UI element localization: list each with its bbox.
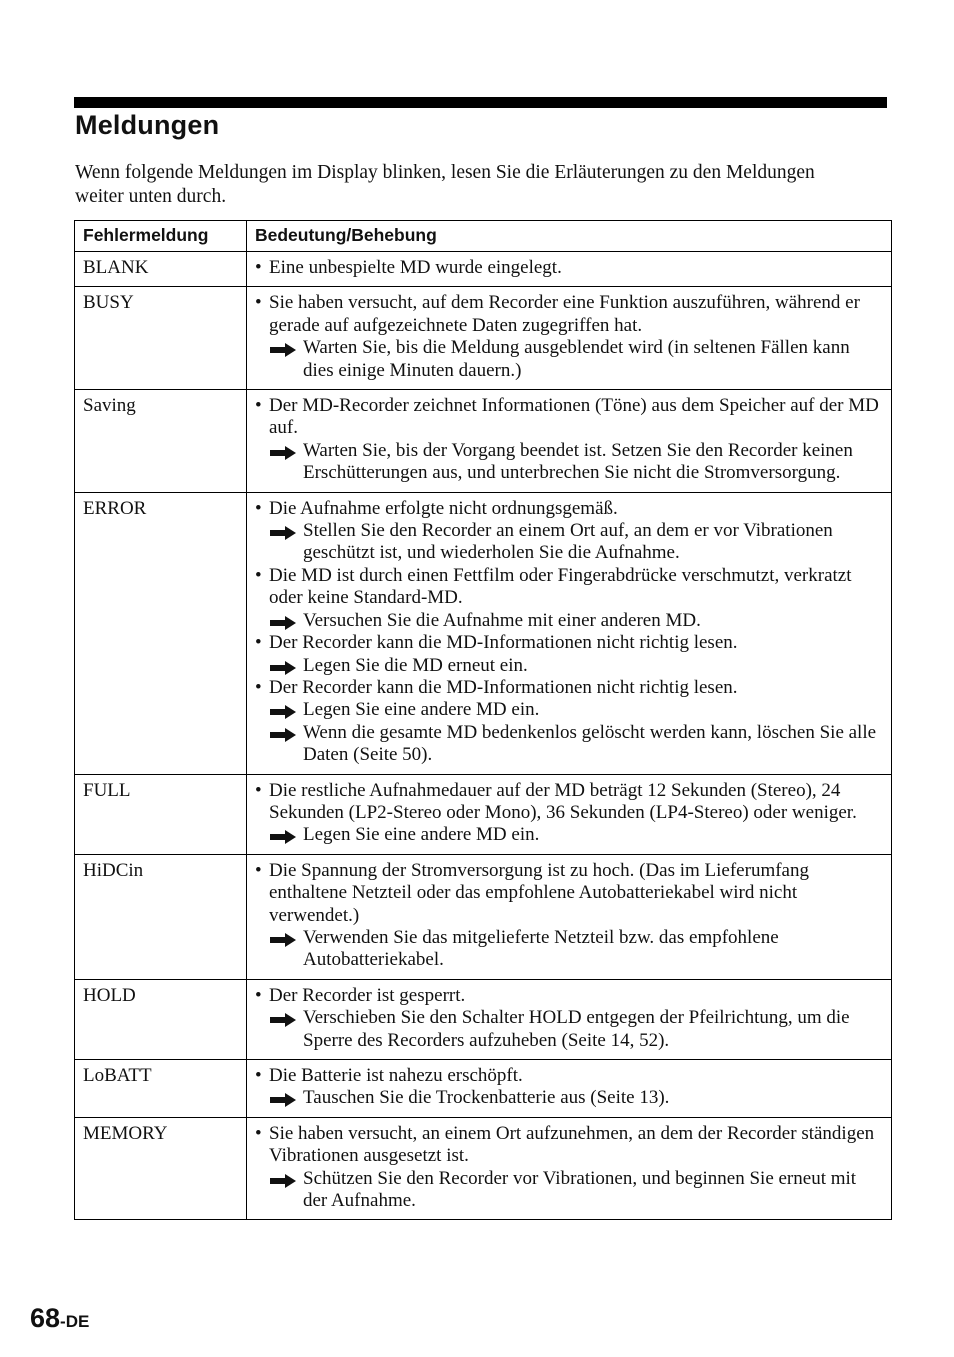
table-header-row xyxy=(75,221,892,252)
table-row xyxy=(75,854,892,979)
bullet-item xyxy=(255,677,883,699)
intro-paragraph: Wenn folgende Meldungen im Display blinken, lesen Sie die Erläuterungen zu den Meldungen weiter unten durch. xyxy=(75,162,815,207)
table-row xyxy=(75,774,892,854)
action-item xyxy=(255,927,883,972)
error-code: HiDCin xyxy=(75,854,247,979)
page-suffix: -DE xyxy=(60,1312,90,1331)
table-row xyxy=(75,390,892,493)
item-text: Sie haben versucht, auf dem Recorder eine Funktion auszuführen, während er gerade auf aufgezeichnete Daten zugegriffen hat. xyxy=(269,292,860,336)
item-text: Legen Sie eine andere MD ein. xyxy=(303,824,540,846)
meaning-cell xyxy=(247,1060,892,1118)
error-code: MEMORY xyxy=(75,1117,247,1220)
page-number: 68 xyxy=(30,1303,61,1333)
bullet-item xyxy=(255,860,883,927)
bullet-item xyxy=(255,498,883,520)
table-row xyxy=(75,287,892,390)
column-header-meaning: Bedeutung/Behebung xyxy=(247,221,892,252)
table-row xyxy=(75,979,892,1059)
right-arrow-icon xyxy=(269,661,297,675)
right-arrow-icon xyxy=(269,616,297,630)
meaning-cell xyxy=(247,854,892,979)
right-arrow-icon xyxy=(269,830,297,844)
item-text: Sie haben versucht, an einem Ort aufzunehmen, an dem der Recorder ständigen Vibrationen ausgesetzt ist. xyxy=(269,1122,875,1167)
meaning-cell xyxy=(247,1117,892,1220)
item-text: Stellen Sie den Recorder an einem Ort auf, an dem er vor Vibrationen geschützt ist, und wiederholen Sie die Aufnahme. xyxy=(303,520,833,564)
meaning-cell xyxy=(247,252,892,287)
item-text: Legen Sie eine andere MD ein. xyxy=(303,699,540,721)
action-item xyxy=(255,610,883,632)
action-item xyxy=(255,722,883,767)
action-item xyxy=(255,824,883,846)
meaning-cell xyxy=(247,390,892,493)
item-text: Der Recorder kann die MD-Informationen nicht richtig lesen. xyxy=(269,676,738,698)
right-arrow-icon xyxy=(269,933,297,947)
meaning-cell xyxy=(247,492,892,774)
action-item xyxy=(255,1087,883,1109)
meaning-cell xyxy=(247,287,892,390)
action-item xyxy=(255,520,883,565)
bullet-item xyxy=(255,1123,883,1168)
right-arrow-icon xyxy=(269,705,297,719)
bullet-dot: • xyxy=(255,676,262,698)
right-arrow-icon xyxy=(269,1013,297,1027)
bullet-dot: • xyxy=(255,1122,262,1144)
item-text: Wenn die gesamte MD bedenkenlos gelöscht werden kann, löschen Sie alle Daten (Seite 50). xyxy=(303,721,877,766)
bullet-item xyxy=(255,395,883,440)
error-code: BLANK xyxy=(75,252,247,287)
item-text: Warten Sie, bis die Meldung ausgeblendet wird (in seltenen Fällen kann dies einige Minuten dauern.) xyxy=(303,337,850,381)
bullet-dot: • xyxy=(255,292,262,314)
action-item xyxy=(255,655,883,677)
item-text: Verwenden Sie das mitgelieferte Netzteil bzw. das empfohlene Autobatteriekabel. xyxy=(303,926,779,971)
error-code: FULL xyxy=(75,774,247,854)
right-arrow-icon xyxy=(269,1174,297,1188)
item-text: Der Recorder ist gesperrt. xyxy=(269,984,466,1006)
bullet-dot: • xyxy=(255,564,262,586)
bullet-dot: • xyxy=(255,632,262,654)
item-text: Verschieben Sie den Schalter HOLD entgegen der Pfeilrichtung, um die Sperre des Recorders aufzuheben (Seite 14, 52). xyxy=(303,1007,850,1051)
header-rule xyxy=(74,97,887,108)
column-header-code: Fehlermeldung xyxy=(75,221,247,252)
right-arrow-icon xyxy=(269,1093,297,1107)
item-text: Die MD ist durch einen Fettfilm oder Fingerabdrücke verschmutzt, verkratzt oder keine Standard-MD. xyxy=(269,564,852,609)
item-text: Die restliche Aufnahmedauer auf der MD beträgt 12 Sekunden (Stereo), 24 Sekunden (LP2-Stereo oder Mono), 36 Sekunden (LP4-Stereo) oder weniger. xyxy=(269,779,857,823)
item-text: Tauschen Sie die Trockenbatterie aus (Seite 13). xyxy=(303,1087,670,1109)
bullet-dot: • xyxy=(255,859,262,881)
bullet-dot: • xyxy=(255,779,262,801)
right-arrow-icon xyxy=(269,446,297,460)
error-code: Saving xyxy=(75,390,247,493)
bullet-dot: • xyxy=(255,497,262,519)
messages-table xyxy=(74,220,892,1220)
item-text: Die Batterie ist nahezu erschöpft. xyxy=(269,1065,523,1086)
action-item xyxy=(255,699,883,721)
bullet-item xyxy=(255,632,883,654)
meaning-cell xyxy=(247,774,892,854)
item-text: Legen Sie die MD erneut ein. xyxy=(303,654,528,676)
bullet-dot: • xyxy=(255,257,262,278)
bullet-item xyxy=(255,780,883,825)
action-item xyxy=(255,1007,883,1052)
table-row xyxy=(75,1060,892,1118)
table-row xyxy=(75,252,892,287)
bullet-item xyxy=(255,985,883,1007)
bullet-dot: • xyxy=(255,1065,262,1086)
item-text: Der Recorder kann die MD-Informationen nicht richtig lesen. xyxy=(269,632,738,654)
action-item xyxy=(255,440,883,485)
item-text: Die Spannung der Stromversorgung ist zu hoch. (Das im Lieferumfang enthaltene Netzteil oder das empfohlene Autobatteriekabel wird nicht verwendet.) xyxy=(269,859,809,926)
error-code: ERROR xyxy=(75,492,247,774)
error-code: HOLD xyxy=(75,979,247,1059)
bullet-dot: • xyxy=(255,984,262,1006)
item-text: Versuchen Sie die Aufnahme mit einer anderen MD. xyxy=(303,609,701,631)
item-text: Warten Sie, bis der Vorgang beendet ist. Setzen Sie den Recorder keinen Erschütterungen aus, und unterbrechen Sie nicht die Stromversorgung. xyxy=(303,439,853,484)
bullet-dot: • xyxy=(255,395,262,417)
error-code: LoBATT xyxy=(75,1060,247,1118)
table-row xyxy=(75,492,892,774)
item-text: Die Aufnahme erfolgte nicht ordnungsgemäß. xyxy=(269,497,618,519)
error-code: BUSY xyxy=(75,287,247,390)
item-text: Eine unbespielte MD wurde eingelegt. xyxy=(269,257,562,278)
table-row xyxy=(75,1117,892,1220)
item-text: Der MD-Recorder zeichnet Informationen (Töne) aus dem Speicher auf der MD auf. xyxy=(269,395,879,439)
item-text: Schützen Sie den Recorder vor Vibrationen, und beginnen Sie erneut mit der Aufnahme. xyxy=(303,1167,857,1212)
action-item xyxy=(255,1168,883,1213)
action-item xyxy=(255,337,883,382)
meaning-cell xyxy=(247,979,892,1059)
right-arrow-icon xyxy=(269,526,297,540)
right-arrow-icon xyxy=(269,728,297,742)
bullet-item xyxy=(255,1065,883,1087)
page-title: Meldungen xyxy=(75,110,220,140)
page-footer xyxy=(30,1303,89,1334)
bullet-item xyxy=(255,292,883,337)
right-arrow-icon xyxy=(269,343,297,357)
bullet-item xyxy=(255,257,883,279)
bullet-item xyxy=(255,565,883,610)
